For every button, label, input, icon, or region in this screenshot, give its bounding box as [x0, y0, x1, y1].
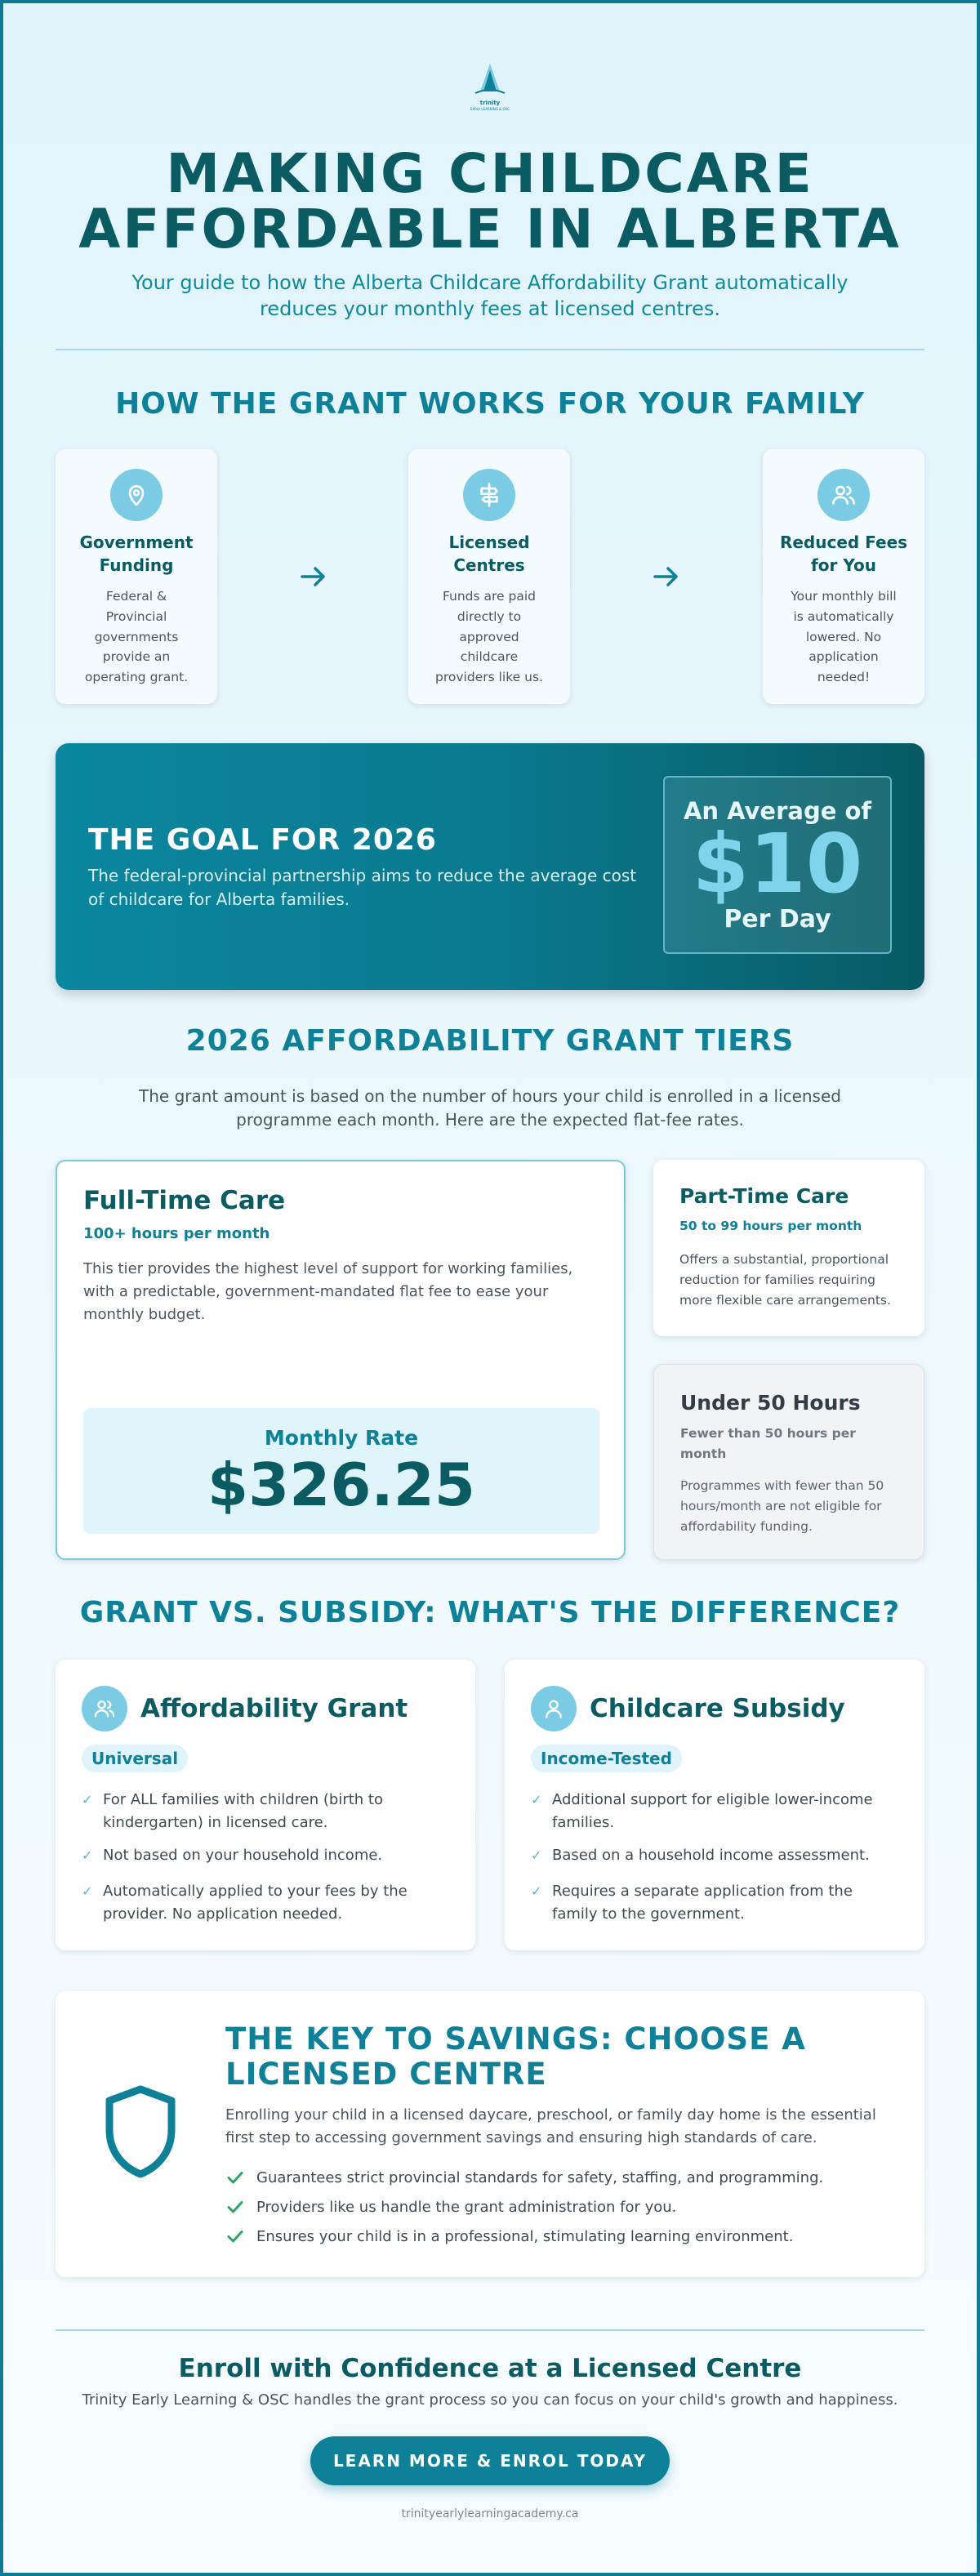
check-icon — [225, 2197, 245, 2217]
step-licensed-centres — [408, 449, 570, 704]
goal-average-box — [663, 776, 892, 954]
list-item-text: For ALL families with children (birth to kindergarten) in licensed care. — [103, 1791, 383, 1831]
user-icon — [531, 1686, 577, 1731]
check-icon: ✓ — [531, 1847, 542, 1863]
check-icon: ✓ — [82, 1883, 93, 1899]
tier-card-under-50 — [653, 1364, 924, 1560]
list-item-text: Guarantees strict provincial standards for safety, staffing, and programming. — [256, 2169, 824, 2186]
list-item — [531, 1880, 898, 1926]
list-item-text: Requires a separate application from the family to the government. — [552, 1883, 853, 1923]
tier-hours: 100+ hours per month — [83, 1225, 270, 1242]
monthly-rate-box — [83, 1408, 599, 1534]
check-icon — [225, 2168, 245, 2187]
check-icon: ✓ — [82, 1792, 93, 1807]
step-title: Government Funding — [79, 533, 194, 575]
list-item-text: Based on a household income assessment. — [552, 1847, 870, 1864]
check-icon: ✓ — [531, 1883, 542, 1899]
tiers-intro: The grant amount is based on the number of hours your child is enrolled in a licensed programme each month. Here are the expected flat-fee rates. — [139, 1086, 841, 1130]
list-item-text: Additional support for eligible lower-income families. — [552, 1791, 873, 1831]
goal-box-unit: Per Day — [724, 905, 831, 934]
divider — [56, 349, 924, 350]
step-desc: Your monthly bill is automatically lowered. No application needed! — [791, 589, 897, 685]
step-reduced-fees — [763, 449, 924, 704]
website-link[interactable]: trinityearlylearningacademy.ca — [401, 2507, 579, 2520]
list-item — [82, 1880, 449, 1926]
tier-card-part-time — [653, 1160, 924, 1336]
enrol-button[interactable]: LEARN MORE & ENROL TODAY — [310, 2436, 670, 2485]
tier-title: Full-Time Care — [83, 1186, 286, 1215]
goal-banner — [56, 743, 924, 990]
step-desc: Funds are paid directly to approved childcare providers like us. — [435, 589, 543, 685]
location-pin-icon — [110, 469, 163, 521]
tier-card-full-time — [56, 1160, 626, 1560]
grant-card-title: Affordability Grant — [140, 1694, 408, 1723]
tier-desc: Offers a substantial, proportional reduction for families requiring more flexible care arrangements. — [679, 1252, 891, 1308]
divider — [56, 2329, 924, 2331]
arrow-right-icon — [650, 560, 683, 593]
step-government-funding — [56, 449, 217, 704]
tiers-section-title: 2026 AFFORDABILITY GRANT TIERS — [185, 1024, 795, 1058]
income-tested-badge: Income-Tested — [531, 1745, 682, 1772]
step-desc: Federal & Provincial governments provide an operating grant. — [84, 589, 189, 685]
list-item-text: Ensures your child is in a professional, stimulating learning environment. — [256, 2228, 794, 2245]
compare-section-title: GRANT VS. SUBSIDY: WHAT'S THE DIFFERENCE? — [79, 1596, 901, 1629]
page-subtitle: Your guide to how the Alberta Childcare Affordability Grant automatically reduces your monthly fees at licensed centres. — [131, 271, 849, 321]
users-icon — [82, 1686, 127, 1731]
footer-desc: Trinity Early Learning & OSC handles the grant process so you can focus on your child's growth and happiness. — [82, 2391, 898, 2409]
tier-desc: Programmes with fewer than 50 hours/month are not eligible for affordability funding. — [680, 1478, 884, 1534]
arrow-right-icon — [297, 560, 330, 593]
list-item-text: Not based on your household income. — [103, 1847, 383, 1864]
goal-box-value: $10 — [692, 816, 863, 911]
page-title — [56, 142, 924, 261]
rate-value: $326.25 — [207, 1451, 475, 1519]
list-item — [531, 1789, 898, 1834]
how-section-title: HOW THE GRANT WORKS FOR YOUR FAMILY — [115, 387, 865, 421]
list-item — [531, 1844, 898, 1867]
tier-desc: This tier provides the highest level of support for working families, with a predictable, government-mandated flat fee to ease your monthly budget. — [83, 1260, 573, 1323]
list-item-text: Providers like us handle the grant administration for you. — [256, 2199, 677, 2216]
list-item — [225, 2199, 879, 2216]
users-icon — [817, 469, 870, 521]
footer-title: Enroll with Confidence at a Licensed Centre — [178, 2354, 802, 2383]
subsidy-card — [505, 1660, 924, 1950]
subsidy-card-title: Childcare Subsidy — [590, 1694, 845, 1723]
trinity-logo — [466, 59, 514, 113]
step-title: Licensed Centres — [448, 533, 530, 575]
title-line-2: AFFORDABLE IN ALBERTA — [78, 198, 902, 261]
rate-label: Monthly Rate — [264, 1426, 419, 1450]
tier-hours: Fewer than 50 hours per month — [680, 1426, 856, 1461]
goal-title: THE GOAL FOR 2026 — [88, 823, 437, 857]
list-item — [225, 2169, 879, 2186]
key-desc: Enrolling your child in a licensed daycare, preschool, or family day home is the essential first step to accessing government savings and ensuring high standards of care. — [225, 2106, 876, 2146]
tier-title: Part-Time Care — [679, 1184, 849, 1208]
tier-hours: 50 to 99 hours per month — [679, 1219, 862, 1233]
step-title: Reduced Fees for You — [779, 533, 908, 575]
check-icon: ✓ — [531, 1792, 542, 1807]
tier-title: Under 50 Hours — [680, 1391, 861, 1415]
list-item — [225, 2228, 879, 2245]
logo-subtext: EARLY LEARNING & OSC — [470, 107, 510, 111]
signpost-icon — [463, 469, 515, 521]
key-title: THE KEY TO SAVINGS: CHOOSE A LICENSED CENTRE — [225, 2021, 806, 2092]
check-icon — [225, 2226, 245, 2246]
goal-desc: The federal-provincial partnership aims to reduce the average cost of childcare for Alberta families. — [88, 866, 637, 909]
list-item — [82, 1844, 449, 1867]
universal-badge: Universal — [82, 1745, 188, 1772]
goal-box-label: An Average of — [683, 797, 872, 825]
check-icon: ✓ — [82, 1847, 93, 1863]
title-line-1: MAKING CHILDCARE — [166, 142, 814, 205]
key-savings-card — [56, 1991, 924, 2277]
grant-card — [56, 1660, 475, 1950]
shield-icon — [100, 2083, 181, 2181]
list-item — [82, 1789, 449, 1834]
list-item-text: Automatically applied to your fees by the provider. No application needed. — [103, 1883, 408, 1923]
logo-text: trinity — [479, 100, 501, 106]
